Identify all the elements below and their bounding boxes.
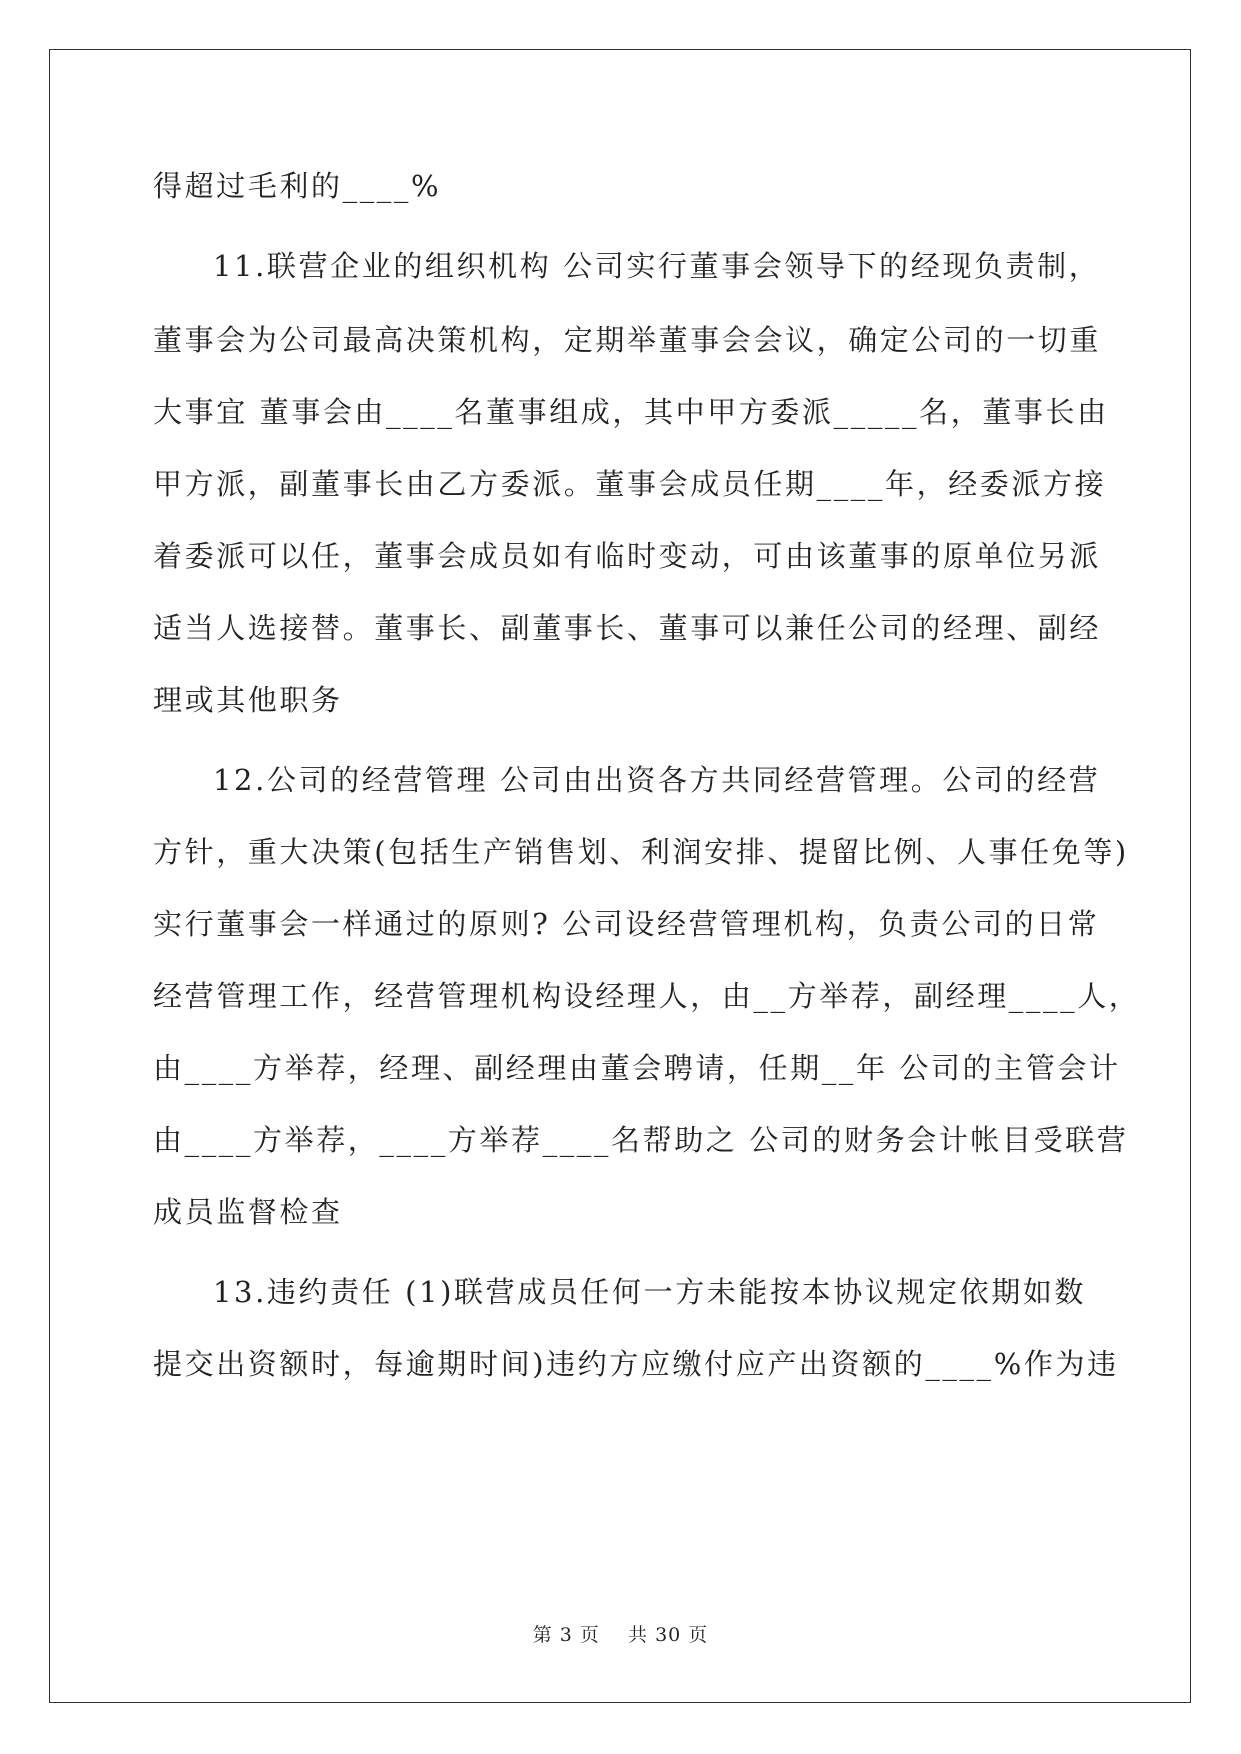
- document-body: [153, 160, 1141, 1390]
- paragraph-section-13: [153, 1266, 1119, 1390]
- paragraph-section-12: [153, 754, 1141, 1238]
- text-line: 提交出资额时，每逾期时间)违约方应缴付应产出资额的____%作为违: [153, 1347, 1119, 1381]
- text-line: 甲方派，副董事长由乙方委派。董事会成员任期____年，经委派方接: [153, 467, 1107, 501]
- page-number-label: 第 3 页: [532, 1624, 600, 1646]
- text-line: 得超过毛利的____%: [153, 169, 442, 203]
- text-line: 13.违约责任 (1)联营成员任何一方未能按本协议规定依期如数: [213, 1275, 1087, 1309]
- text-line: 由____方举荐，经理、副经理由董会聘请，任期__年 公司的主管会计: [153, 1051, 1121, 1085]
- text-line: 由____方举荐，____方举荐____名帮助之 公司的财务会计帐目受联营: [153, 1123, 1129, 1157]
- text-line: 实行董事会一样通过的原则? 公司设经营管理机构，负责公司的日常: [153, 907, 1100, 941]
- text-line: 董事会为公司最高决策机构，定期举董事会会议，确定公司的一切重: [153, 323, 1102, 357]
- text-line: 大事宜 董事会由____名董事组成，其中甲方委派_____名，董事长由: [153, 395, 1109, 429]
- page-total-label: 共 30 页: [628, 1624, 709, 1646]
- text-line: 着委派可以任，董事会成员如有临时变动，可由该董事的原单位另派: [153, 539, 1102, 573]
- text-line: 方针，重大决策(包括生产销售划、利润安排、提留比例、人事任免等): [153, 835, 1129, 869]
- text-line: 12.公司的经营管理 公司由出资各方共同经营管理。公司的经营: [213, 763, 1101, 797]
- text-line: 经营管理工作，经营管理机构设经理人，由__方举荐，副经理____人，: [153, 979, 1141, 1013]
- text-line: 理或其他职务: [153, 683, 343, 717]
- text-line: 适当人选接替。董事长、副董事长、董事可以兼任公司的经理、副经: [153, 611, 1102, 645]
- text-line: 成员监督检查: [153, 1195, 343, 1229]
- paragraph-continuation: [153, 160, 1093, 212]
- paragraph-section-11: [153, 240, 1109, 726]
- text-line: 11.联营企业的组织机构 公司实行董事会领导下的经现负责制，: [213, 249, 1101, 283]
- page-footer: [0, 1620, 1241, 1647]
